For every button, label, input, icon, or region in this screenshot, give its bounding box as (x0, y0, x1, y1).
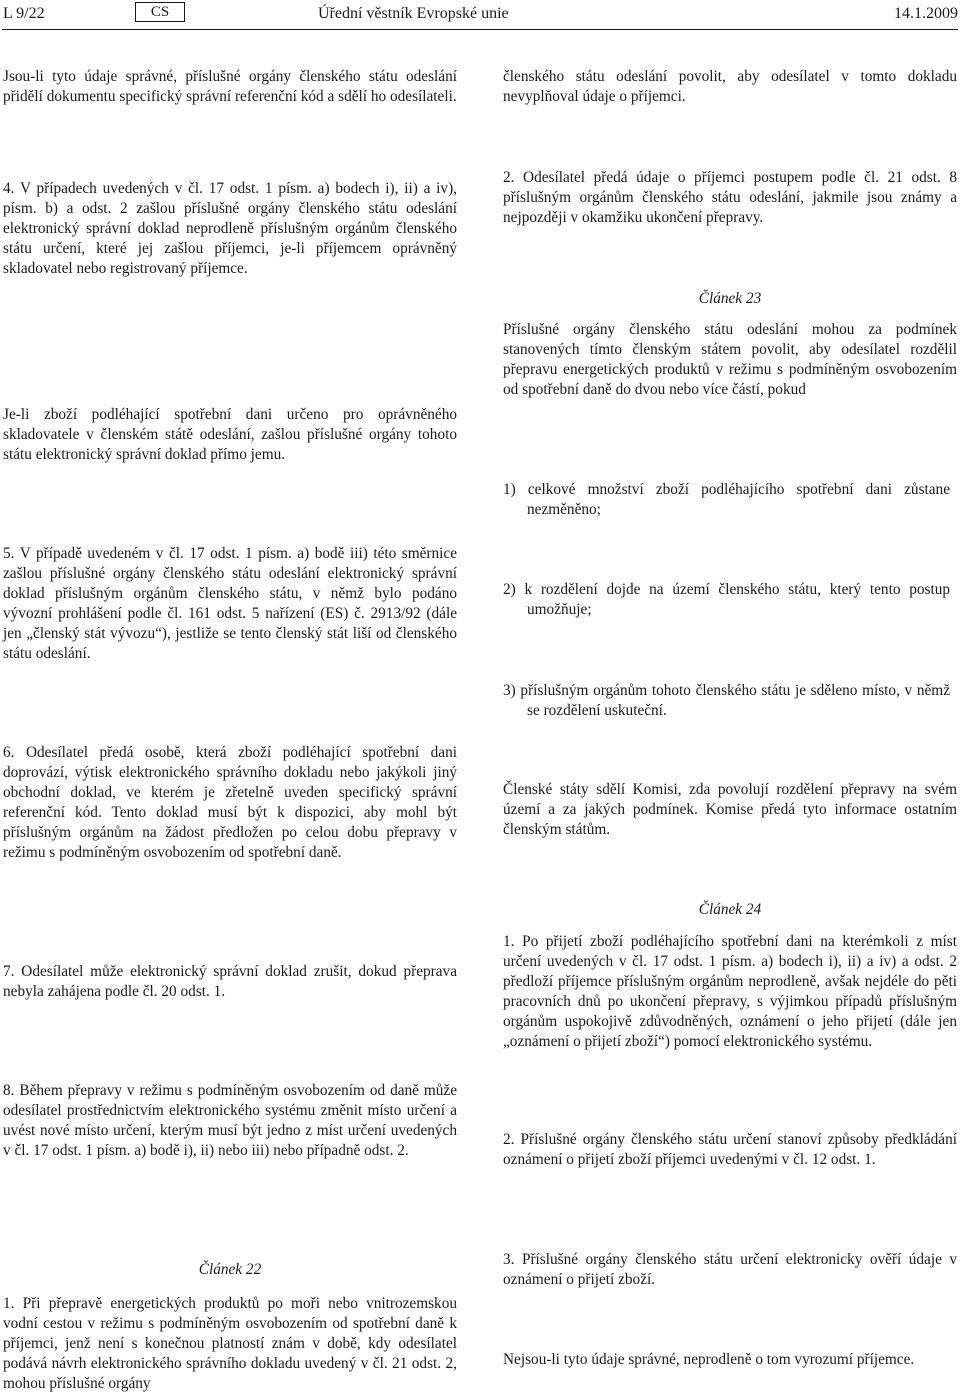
paragraph-8: 8. Během přepravy v režimu s podmíněným osvobozením od daně může odesílatel prostřednictvím elektronického systému změnit místo určení a uvést nové místo určení, kterým musí být jedno z míst určení uvedených v čl. 17 odst. 1 písm. a) bodě i), ii) nebo iii) nebo případně odst. 2. (3, 1082, 457, 1159)
page-header (0, 0, 960, 34)
article-23-closing: Členské státy sdělí Komisi, zda povolují rozdělení přepravy na svém území a za jakých podmínek. Komise předá tyto informace ostatním členským státům. (503, 781, 957, 838)
article-23-item-1: 1) celkové množství zboží podléhajícího spotřební dani zůstane nezměněno; (503, 481, 950, 518)
paragraph-6: 6. Odesílatel předá osobě, která zboží podléhající spotřební dani doprovází, výtisk elektronického správního dokladu nebo jakýkoli jiný obchodní doklad, ve kterém je zřetelně uveden specifický správní referenční kód. Tento doklad musí být k dispozici, aby mohl být příslušným orgánům na žádost předložen po celou dobu přepravy v režimu s podmíněným osvobozením od spotřební daně. (3, 744, 457, 861)
article-22-heading: Článek 22 (198, 1261, 262, 1278)
article-22-paragraph-2: 2. Odesílatel předá údaje o příjemci postupem podle čl. 21 odst. 8 příslušným orgánům členského státu odeslání, jakmile jsou známy a nejpozději v okamžiku ukončení přepravy. (503, 169, 957, 226)
journal-title: Úřední věstník Evropské unie (318, 5, 509, 22)
article-24-paragraph-3: 3. Příslušné orgány členského státu určení elektronicky ověří údaje v oznámení o přijetí zboží. (503, 1251, 957, 1288)
article-24-heading: Článek 24 (698, 901, 762, 918)
paragraph-right-continuation: členského státu odeslání povolit, aby odesílatel v tomto dokladu nevyplňoval údaje o příjemci. (503, 68, 957, 105)
page-number: L 9/22 (3, 5, 45, 22)
language-badge: CS (135, 2, 185, 22)
article-24-paragraph-2: 2. Příslušné orgány členského státu určení stanoví způsoby předkládání oznámení o přijetí zboží příjemci uvedenými v čl. 12 odst. 1. (503, 1131, 957, 1168)
paragraph-4: 4. V případech uvedených v čl. 17 odst. 1 písm. a) bodech i), ii) a iv), písm. b) a odst. 2 zašlou příslušné orgány členského státu odeslání elektronický správní doklad neprodleně příslušným orgánům členského státu určení, které jej zašlou příjemci, je-li příjemcem oprávněný skladovatel nebo registrovaný příjemce. (3, 180, 457, 277)
article-22-paragraph-1: 1. Při přepravě energetických produktů po moři nebo vnitrozemskou vodní cestou v režimu s podmíněným osvobozením od spotřební daně k příjemci, jenž není s konečnou platností znám v době, kdy odesílatel podává návrh elektronického správního dokladu uvedený v čl. 21 odst. 2, mohou příslušné orgány (3, 1295, 457, 1392)
header-divider (2, 29, 958, 30)
article-24-paragraph-4: Nejsou-li tyto údaje správné, neprodleně o tom vyrozumí příjemce. (503, 1351, 915, 1368)
article-24-paragraph-1: 1. Po přijetí zboží podléhajícího spotřební dani na kterémkoli z míst určení uvedených v čl. 17 odst. 1 písm. a) bodech i), ii) a iv) a odst. 2 předloží příjemce příslušným orgánům neprodleně, avšak nejdéle do pěti pracovních dnů po ukončení přepravy, s výjimkou případů příslušným orgánům uspokojivě zdůvodněných, oznámení o jeho přijetí (dále jen „oznámení o přijetí zboží“) pomocí elektronického systému. (503, 933, 957, 1050)
paragraph-4-second: Je-li zboží podléhající spotřební dani určeno pro oprávněného skladovatele v členském státě odeslání, zašlou příslušné orgány tohoto státu elektronický správní doklad přímo jemu. (3, 406, 457, 463)
article-23-item-3: 3) příslušným orgánům tohoto členského státu je sděleno místo, v němž se rozdělení uskuteční. (503, 682, 950, 719)
article-23-paragraph: Příslušné orgány členského státu odeslání mohou za podmínek stanovených tímto členským státem povolit, aby odesílatel rozdělil přepravu energetických produktů v režimu s podmíněným osvobozením od spotřební daně do dvou nebo více částí, pokud (503, 321, 957, 398)
paragraph-7: 7. Odesílatel může elektronický správní doklad zrušit, dokud přeprava nebyla zahájena podle čl. 20 odst. 1. (3, 963, 457, 1000)
paragraph-5: 5. V případě uvedeném v čl. 17 odst. 1 písm. a) bodě iii) této směrnice zašlou příslušné orgány členského státu odeslání elektronický správní doklad příslušným orgánům členského státu, v němž bylo podáno vývozní prohlášení podle čl. 161 odst. 5 nařízení (ES) č. 2913/92 (dále jen „členský stát vývozu“), jestliže se tento členský stát liší od členského státu odeslání. (3, 545, 457, 662)
paragraph-left-intro: Jsou-li tyto údaje správné, příslušné orgány členského státu odeslání přidělí dokumentu specifický správní referenční kód a sdělí ho odesílateli. (3, 68, 457, 105)
article-23-item-2: 2) k rozdělení dojde na území členského státu, který tento postup umožňuje; (503, 581, 950, 618)
issue-date: 14.1.2009 (894, 5, 958, 22)
article-23-heading: Článek 23 (698, 290, 762, 307)
